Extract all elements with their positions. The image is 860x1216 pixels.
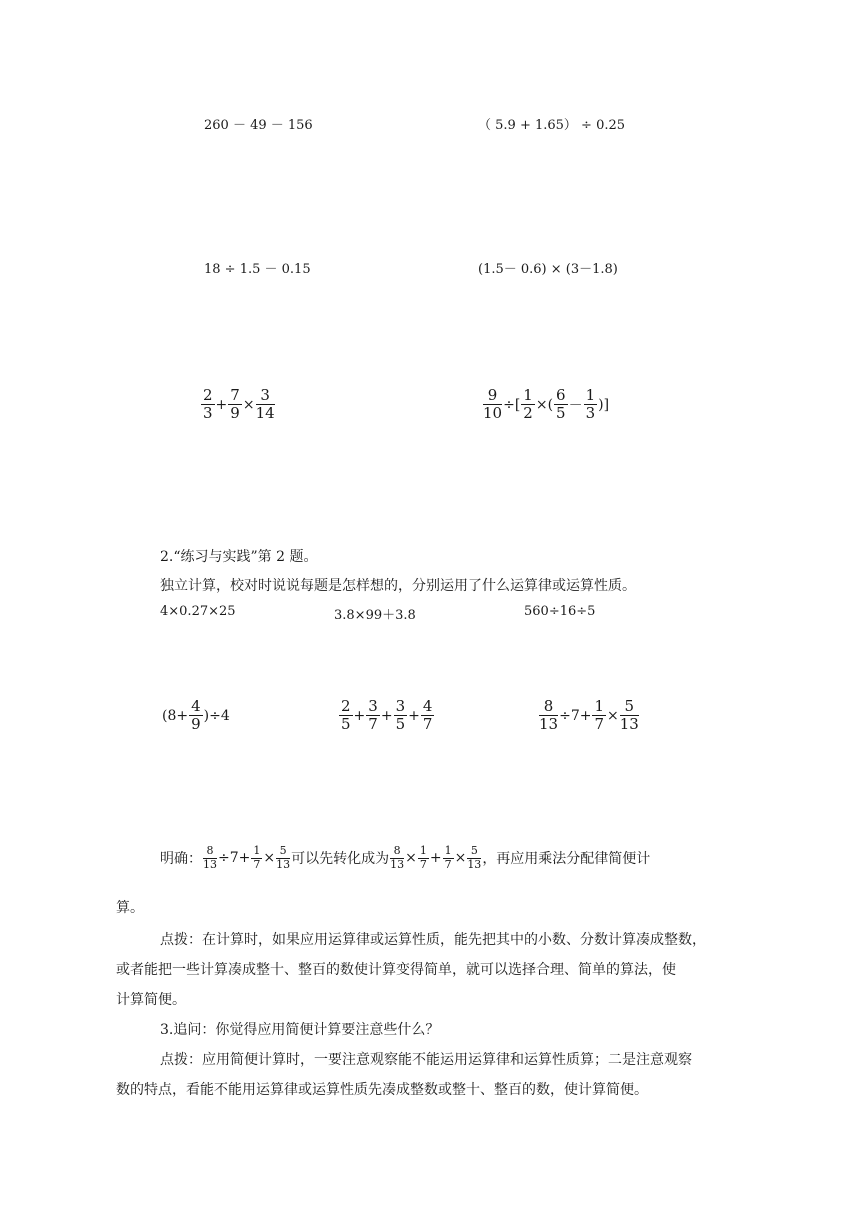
fraction: $\frac{1}{7}$ (253, 844, 261, 871)
expr-row5-c: $\frac{8}{13}$ ÷7+ $\frac{1}{7}$ × $\frac{5}{13}$ (539, 697, 639, 734)
expr-row1-left: 260 － 49 － 156 (204, 118, 313, 133)
expr-row5-b: $\frac{2}{5}$ + $\frac{3}{7}$ + $\frac{3}{5}$ + $\frac{4}{7}$ (341, 697, 433, 734)
fraction: $\frac{1}{2}$ (523, 386, 533, 423)
fraction: $\frac{2}{5}$ (341, 697, 351, 734)
explain-tail: 算。 (116, 900, 144, 916)
expr-row4-b: 3.8×99＋3.8 (334, 608, 416, 623)
explain-line: 明确： $\frac{8}{13}$ ÷7+ $\frac{1}{7}$ × $\frac{5}{13}$ 可以先转化成为 $\frac{8}{13}$ × $\frac{1}{7}$ + $\frac{1}{7}$ × $\frac{5}{13}$ ，再应用乘法分配律简便计 (160, 844, 651, 871)
expr-row3-right: $\frac{9}{10}$ ÷[ $\frac{1}{2}$ ×( $\frac{6}{5}$ － $\frac{1}{3}$ )] (483, 386, 610, 423)
fraction: $\frac{5}{13}$ (619, 697, 639, 734)
section3-question: 3.追问：你觉得应用简便计算要注意些什么？ (160, 1022, 440, 1038)
expr-row1-right: （ 5.9 + 1.65） ÷ 0.25 (478, 118, 626, 133)
fraction: $\frac{6}{5}$ (556, 386, 566, 423)
tip1-line1: 点拨：在计算时，如果应用运算律或运算性质，能先把其中的小数、分数计算凑成整数， (160, 932, 706, 948)
tip2-line2: 数的特点，看能不能用运算律或运算性质先凑成整数或整十、整百的数，使计算简便。 (116, 1082, 648, 1098)
section2-heading: 2.“练习与实践”第 2 题。 (160, 549, 318, 565)
fraction: $\frac{1}{7}$ (419, 844, 427, 871)
tip1-line3: 计算简便。 (116, 992, 186, 1008)
tip1-line2: 或者能把一些计算凑成整十、整百的数使计算变得简单，就可以选择合理、简单的算法，使 (116, 962, 676, 978)
fraction: $\frac{8}{13}$ (390, 844, 405, 871)
fraction: $\frac{1}{7}$ (594, 697, 605, 734)
expr-row4-c: 560÷16÷5 (524, 604, 596, 619)
section2-instruction: 独立计算，校对时说说每题是怎样想的，分别运用了什么运算律或运算性质。 (160, 578, 636, 594)
fraction: $\frac{3}{14}$ (255, 386, 275, 423)
fraction: $\frac{2}{3}$ (203, 386, 213, 423)
fraction: $\frac{7}{9}$ (230, 386, 240, 423)
expr-row2-right: (1.5－ 0.6) × (3－1.8) (478, 262, 618, 277)
fraction: $\frac{1}{3}$ (585, 386, 596, 423)
fraction: $\frac{3}{5}$ (395, 697, 406, 734)
fraction: $\frac{8}{13}$ (203, 844, 217, 871)
fraction: $\frac{4}{9}$ (191, 697, 201, 734)
tip2-line1: 点拨：应用简便计算时，一要注意观察能不能运用运算律和运算性质算；二是注意观察 (160, 1052, 692, 1068)
fraction: $\frac{9}{10}$ (483, 386, 503, 423)
fraction: $\frac{4}{7}$ (422, 697, 433, 734)
expr-row5-a: (8+ $\frac{4}{9}$ )÷4 (162, 697, 230, 734)
expr-row3-left: $\frac{2}{3}$ + $\frac{7}{9}$ × $\frac{3}{14}$ (203, 386, 275, 423)
fraction: $\frac{5}{13}$ (276, 844, 291, 871)
fraction: $\frac{5}{13}$ (467, 844, 482, 871)
fraction: $\frac{8}{13}$ (539, 697, 559, 734)
expr-row4-a: 4×0.27×25 (160, 604, 236, 619)
fraction: $\frac{3}{7}$ (368, 697, 378, 734)
fraction: $\frac{1}{7}$ (444, 844, 452, 871)
expr-row2-left: 18 ÷ 1.5 － 0.15 (204, 262, 311, 277)
